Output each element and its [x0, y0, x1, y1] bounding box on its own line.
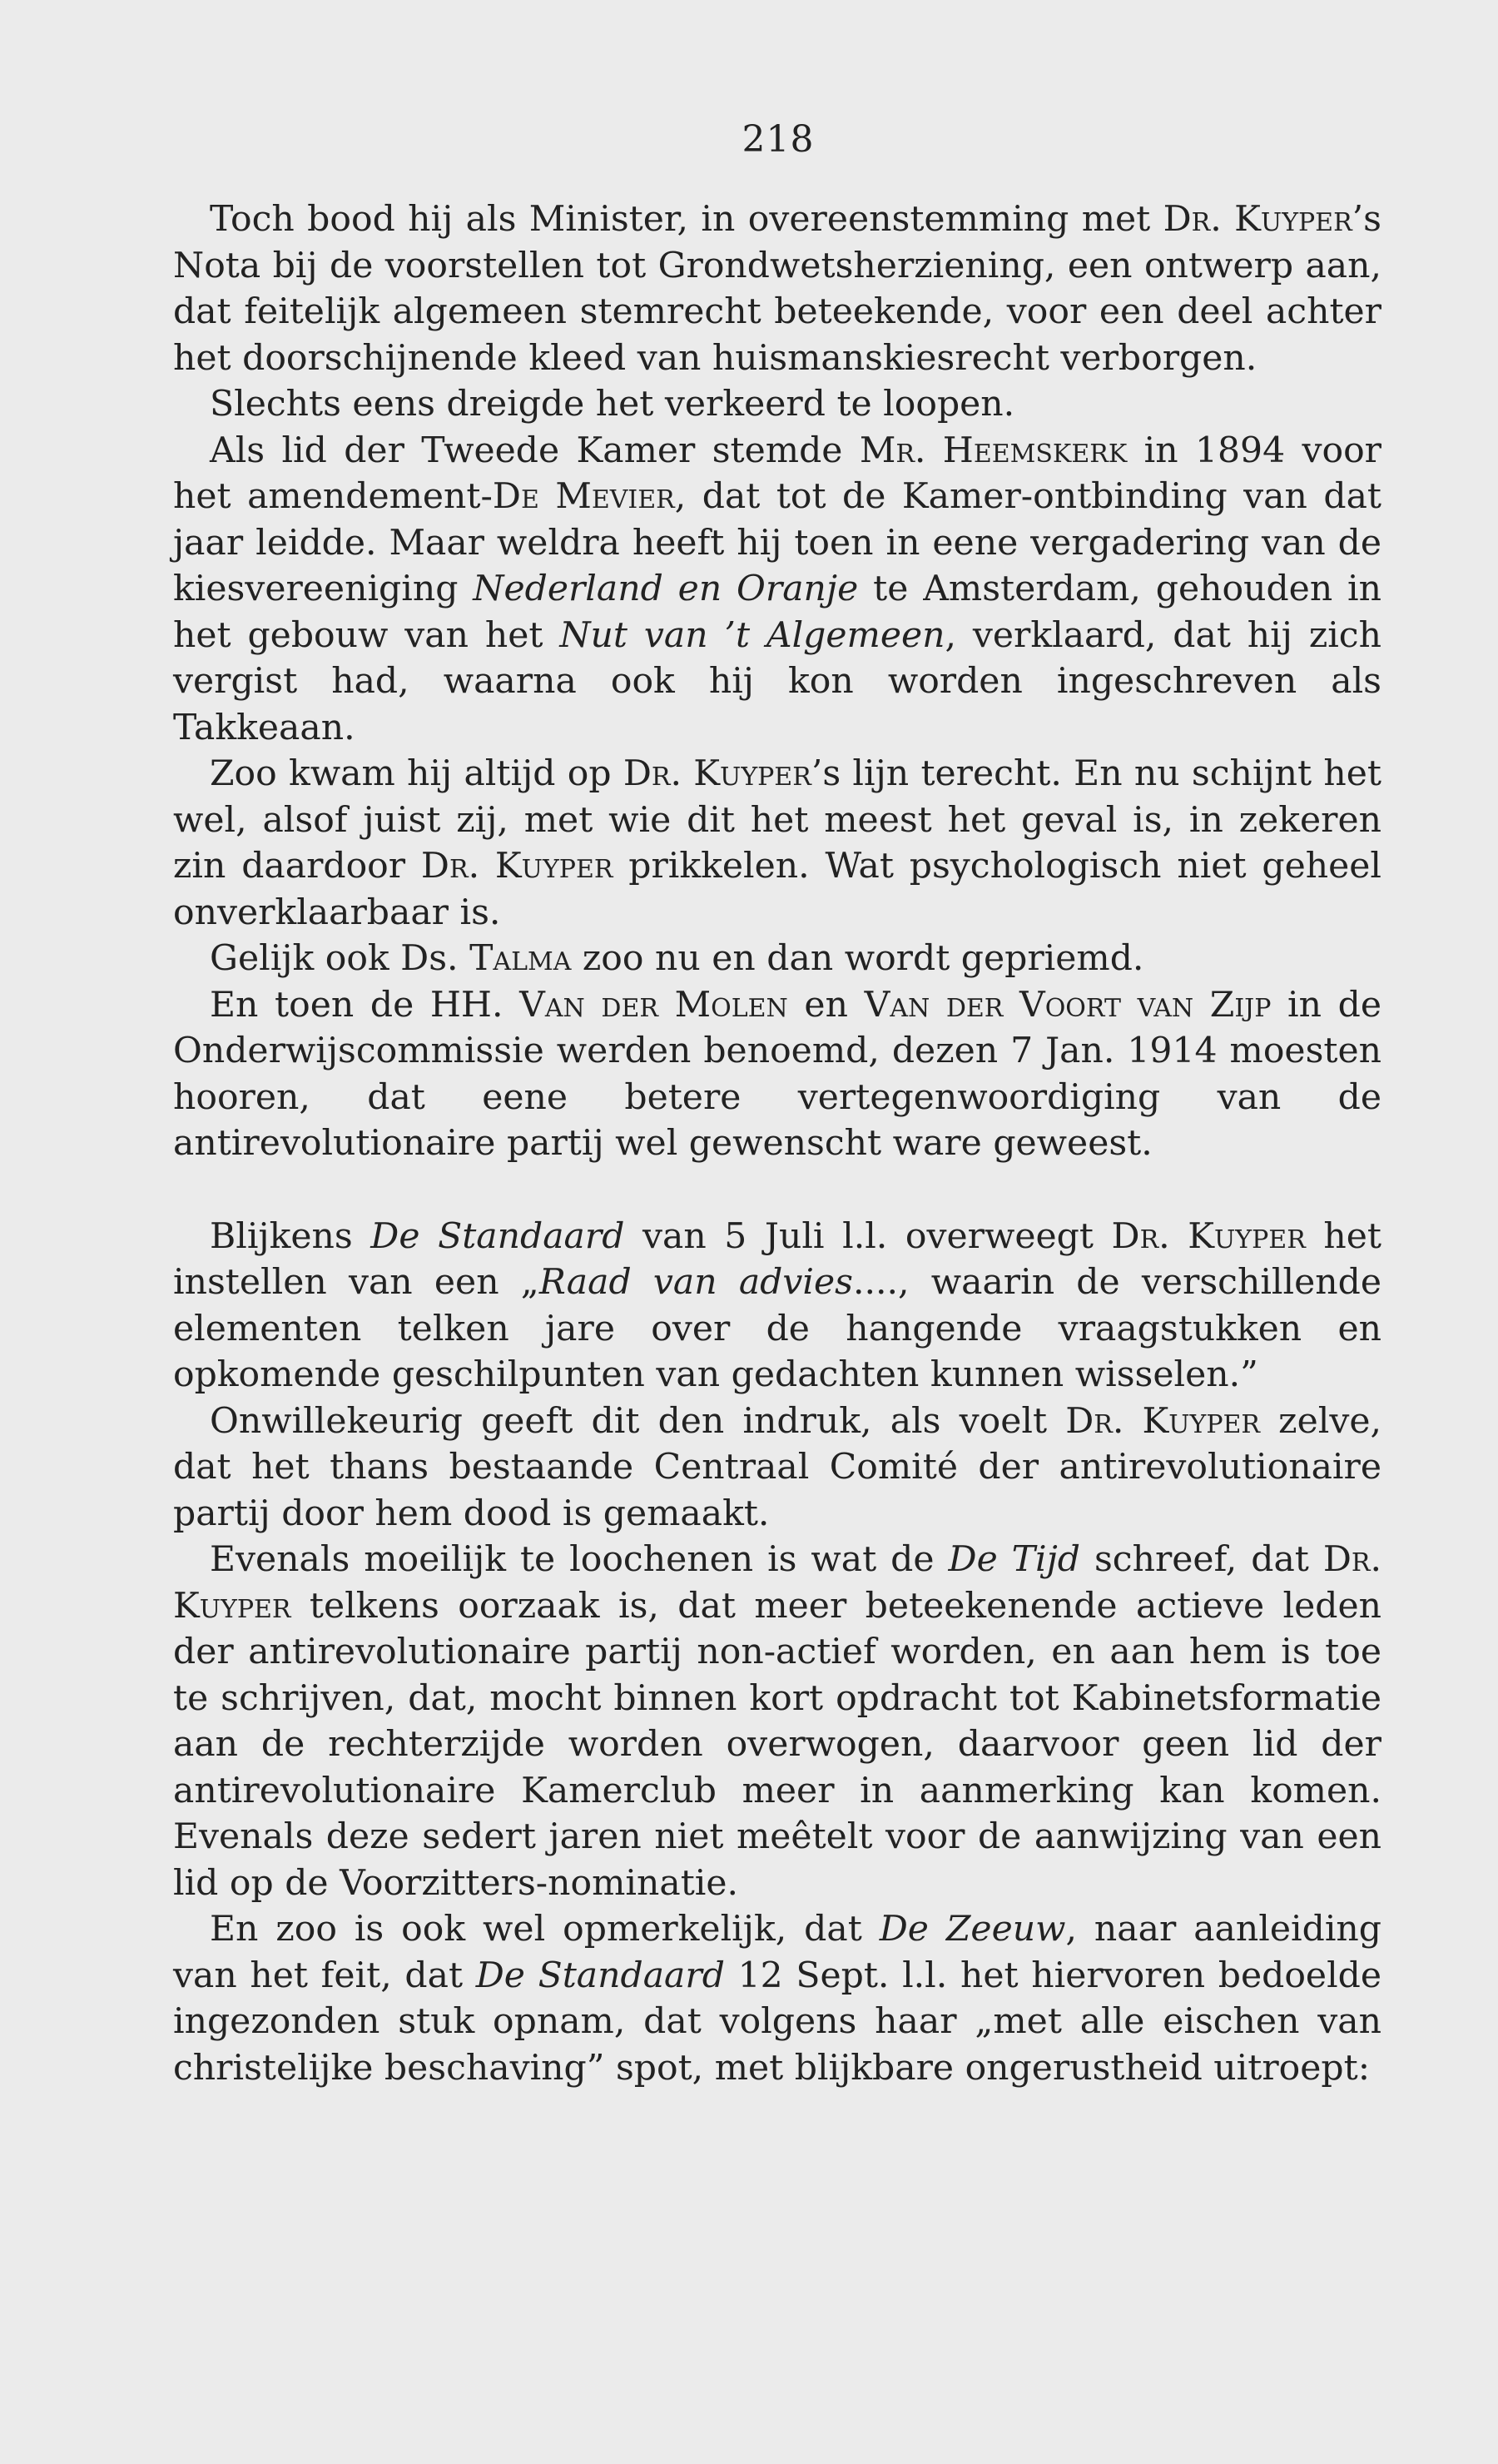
- small-caps-name: Dr. Kuyper: [420, 846, 613, 887]
- italic-title: De Standaard: [475, 1955, 725, 1996]
- text-run: Blijkens: [210, 1215, 371, 1257]
- text-run: Gelijk ook Ds.: [210, 938, 470, 979]
- text-run: in 1894 voor het amendement-: [173, 430, 1381, 517]
- small-caps-name: Van der Voort van Zijp: [864, 984, 1272, 1026]
- small-caps-name: Dr. Kuyper: [173, 1539, 1382, 1627]
- text-run: prikkelen. Wat psychologisch niet geheel onverklaarbaar is.: [173, 846, 1381, 933]
- italic-title: De Tijd: [948, 1539, 1081, 1580]
- small-caps-name: Dr. Kuyper: [623, 753, 811, 794]
- text-run: Onwillekeurig geeft dit den indruk, als voelt: [210, 1400, 1066, 1442]
- paragraph-p3: [173, 428, 1381, 752]
- small-caps-name: Mr. Heemskerk: [859, 430, 1128, 471]
- italic-title: De Standaard: [370, 1215, 625, 1257]
- text-run: Evenals moeilijk te loochenen is wat de: [210, 1539, 949, 1580]
- small-caps-name: Dr. Kuyper: [1065, 1400, 1261, 1442]
- text-run: En toen de HH.: [210, 984, 520, 1026]
- text-run: schreef, dat: [1080, 1539, 1323, 1580]
- text-run: Slechts eens dreigde het verkeerd te loopen.: [210, 384, 1015, 425]
- paragraph-p6: [173, 982, 1381, 1167]
- text-run: telkens oorzaak is, dat meer beteekenende actieve leden der antirevolutionaire partij non-actief worden, en aan hem is toe te schrijven, dat, mocht binnen kort opdracht tot Kabinetsformatie aan de rechterzijde worden overwogen, daarvoor geen lid der antirevolutionaire Kamerclub meer in aanmerking kan komen. Evenals deze sedert jaren niet meêtelt voor de aanwijzing van een lid op de Voorzitters-nominatie.: [173, 1585, 1381, 1904]
- text-run: , naar aanleiding van het feit, dat: [173, 1909, 1381, 1996]
- body-text: [173, 196, 1381, 2091]
- text-run: en: [787, 984, 865, 1026]
- text-run: , verklaard, dat hij zich vergist had, waarna ook hij kon worden ingeschreven als Takkeaan.: [173, 614, 1381, 748]
- paragraph-p5: [173, 936, 1381, 982]
- text-run: Als lid der Tweede Kamer stemde: [210, 430, 860, 471]
- small-caps-name: Van der Molen: [519, 984, 788, 1026]
- text-run: , dat tot de Kamer-ontbinding van dat jaar leidde. Maar weldra heeft hij toen in eene vergadering van de kiesvereeniging: [173, 476, 1381, 609]
- text-run: te Amsterdam, gehouden in het gebouw van het: [173, 569, 1382, 656]
- italic-title: Nederland en Oranje: [473, 569, 859, 609]
- text-run: ’s Nota bij de voorstellen tot Grondwetsherziening, een ontwerp aan, dat feitelijk algemeen stemrecht beteekende, voor een deel achter het doorschijnende kleed van huismanskiesrecht verborgen.: [173, 199, 1381, 379]
- paragraph-p10: [173, 1906, 1381, 2091]
- small-caps-name: Dr. Kuyper: [1111, 1215, 1306, 1257]
- text-run: ...., waarin de verschillende elementen telken jare over de hangende vraagstukken en opkomende geschilpunten van gedachten kunnen wisselen.”: [173, 1262, 1381, 1395]
- small-caps-name: Dr. Kuyper: [1163, 199, 1352, 240]
- text-run: in de Onderwijscommissie werden benoemd, dezen 7 Jan. 1914 moesten hooren, dat eene betere vertegenwoordiging van de antirevolutionaire partij wel gewenscht ware geweest.: [173, 984, 1382, 1164]
- paragraph-p7: [173, 1214, 1381, 1398]
- paragraph-p4: [173, 751, 1381, 936]
- small-caps-name: De Mevier: [492, 476, 675, 517]
- text-run: Zoo kwam hij altijd op: [210, 753, 623, 794]
- italic-title: De Zeeuw: [879, 1909, 1066, 1950]
- text-run: 12 Sept. l.l. het hiervoren bedoelde ingezonden stuk opnam, dat volgens haar „met alle eischen van christelijke beschaving” spot, met blijkbare ongerustheid uitroept:: [173, 1955, 1382, 2089]
- small-caps-name: Talma: [469, 938, 572, 979]
- text-run: En zoo is ook wel opmerkelijk, dat: [210, 1909, 880, 1950]
- text-run: ’s lijn terecht. En nu schijnt het wel, alsof juist zij, met wie dit het meest het geval is, in zekeren zin daardoor: [173, 753, 1381, 887]
- text-run: Toch bood hij als Minister, in overeenstemming met: [210, 199, 1163, 240]
- text-run: zoo nu en dan wordt gepriemd.: [571, 938, 1144, 979]
- paragraph-p2: [173, 381, 1381, 428]
- paragraph-p9: [173, 1537, 1381, 1906]
- paragraph-p8: [173, 1398, 1381, 1538]
- italic-title: Raad van advies: [538, 1262, 853, 1303]
- text-run: van 5 Juli l.l. overweegt: [624, 1215, 1112, 1257]
- italic-title: Nut van ’t Algemeen: [559, 614, 945, 656]
- page-number: 218: [742, 118, 815, 161]
- paragraph-p1: [173, 196, 1381, 381]
- text-run: het instellen van een „: [173, 1215, 1381, 1303]
- text-run: zelve, dat het thans bestaande Centraal Comité der antirevolutionaire partij door hem dood is gemaakt.: [173, 1400, 1381, 1534]
